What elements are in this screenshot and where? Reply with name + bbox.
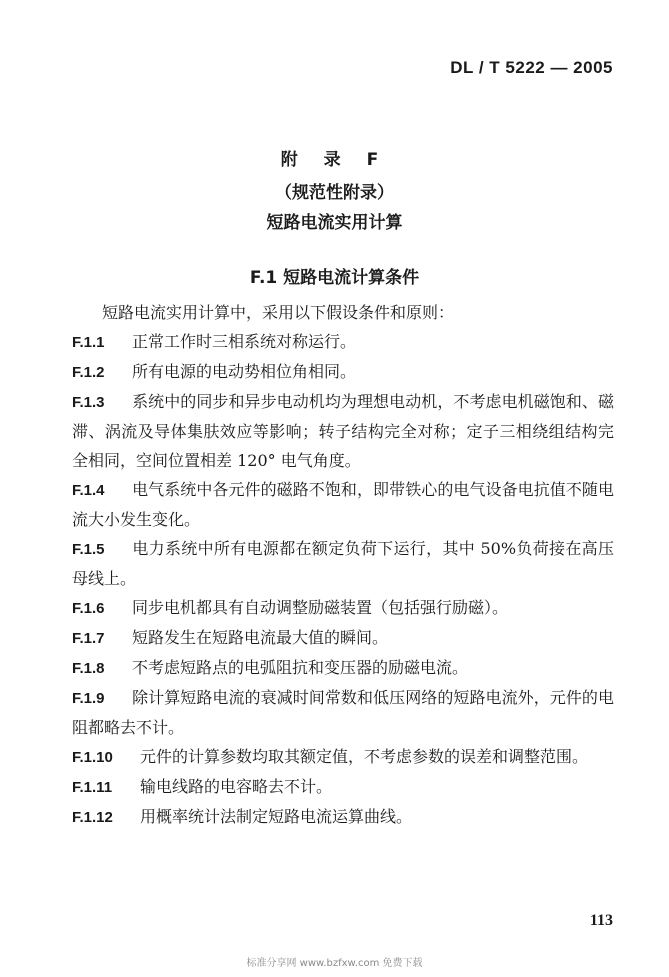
clause-text: 所有电源的电动势相位角相同。 xyxy=(132,362,357,381)
section-heading: F.1 短路电流计算条件 xyxy=(249,268,420,288)
intro-text: 短路电流实用计算中，采用以下假设条件和原则： xyxy=(102,303,455,322)
clause-f-1-3 xyxy=(72,387,614,475)
clause-text: 输电线路的电容略去不计。 xyxy=(140,777,333,796)
clause-number: F.1.7 xyxy=(72,630,105,647)
clause-number: F.1.10 xyxy=(72,749,113,766)
clause-text: 不考虑短路点的电弧阻抗和变压器的励磁电流。 xyxy=(132,658,469,677)
watermark-text: 标准分享网 www.bzfxw.com 免费下载 xyxy=(246,958,423,969)
clause-number: F.1.6 xyxy=(72,600,105,617)
clause-f-1-2 xyxy=(72,357,614,387)
clause-number: F.1.12 xyxy=(72,809,113,826)
clause-f-1-8 xyxy=(72,653,614,683)
intro-paragraph xyxy=(72,298,614,327)
clause-number: F.1.2 xyxy=(72,364,105,381)
clause-number: F.1.11 xyxy=(72,779,113,796)
clause-text: 正常工作时三相系统对称运行。 xyxy=(132,332,357,351)
appendix-title: 附 录 F xyxy=(280,150,389,170)
clause-text: 除计算短路电流的衰减时间常数和低压网络的短路电流外，元件的电阻都略去不计。 xyxy=(72,688,614,737)
clause-f-1-7 xyxy=(72,623,614,653)
clause-text: 电气系统中各元件的磁路不饱和，即带铁心的电气设备电抗值不随电流大小发生变化。 xyxy=(72,480,614,529)
clause-f-1-10 xyxy=(72,742,614,772)
appendix-name: 短路电流实用计算 xyxy=(266,213,403,233)
clause-number: F.1.1 xyxy=(72,334,105,351)
clause-f-1-4 xyxy=(72,475,614,534)
clause-number: F.1.3 xyxy=(72,394,105,411)
clause-text: 电力系统中所有电源都在额定负荷下运行，其中 50%负荷接在高压母线上。 xyxy=(72,539,614,588)
clause-f-1-6 xyxy=(72,593,614,623)
clause-f-1-9 xyxy=(72,683,614,742)
clause-text: 系统中的同步和异步电动机均为理想电动机，不考虑电机磁饱和、磁滞、涡流及导体集肤效应等影响；转子结构完全对称；定子三相绕组结构完全相同，空间位置相差 120° 电气角度。 xyxy=(72,392,614,470)
clause-number: F.1.4 xyxy=(72,482,105,499)
clause-text: 用概率统计法制定短路电流运算曲线。 xyxy=(140,807,413,826)
clause-text: 短路发生在短路电流最大值的瞬间。 xyxy=(132,628,389,647)
clause-list xyxy=(72,327,614,832)
clause-f-1-11 xyxy=(72,772,614,802)
clause-number: F.1.5 xyxy=(72,541,105,558)
clause-f-1-5 xyxy=(72,534,614,593)
clause-f-1-12 xyxy=(72,802,614,832)
clause-number: F.1.9 xyxy=(72,690,105,707)
clause-number: F.1.8 xyxy=(72,660,105,677)
clause-text: 元件的计算参数均取其额定值，不考虑参数的误差和调整范围。 xyxy=(140,747,589,766)
page-number: 113 xyxy=(589,912,613,929)
clause-text: 同步电机都具有自动调整励磁装置（包括强行励磁）。 xyxy=(132,598,509,617)
clause-f-1-1 xyxy=(72,327,614,357)
appendix-type: （规范性附录） xyxy=(275,183,394,203)
standard-code: DL / T 5222 — 2005 xyxy=(450,58,613,77)
